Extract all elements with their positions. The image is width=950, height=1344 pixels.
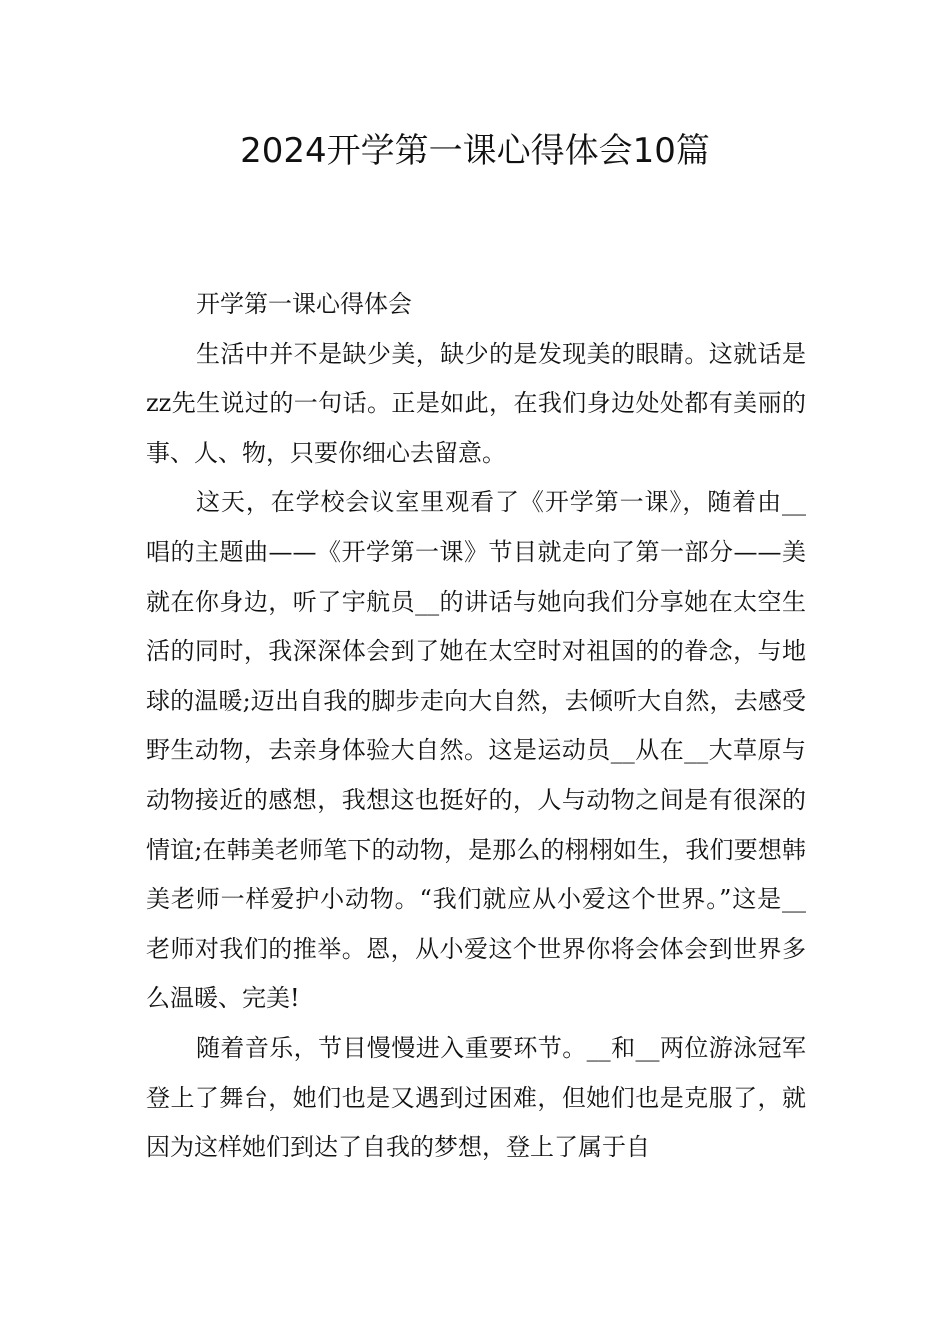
paragraph-1: 生活中并不是缺少美，缺少的是发现美的眼睛。这就话是zz先生说过的一句话。正是如此，在我们身边处处都有美丽的事、人、物，只要你细心去留意。 [146,339,806,467]
document-title: 2024开学第一课心得体会10篇 [240,131,710,171]
paragraph-2: 这天，在学校会议室里观看了《开学第一课》，随着由__唱的主题曲——《开学第一课》节目就走向了第一部分——美就在你身边，听了宇航员__的讲话与她向我们分享她在太空生活的同时，我深深体会到了她在太空时对祖国的的眷念，与地球的温暖;迈出自我的脚步走向大自然，去倾听大自然，去感受野生动物，去亲身体验大自然。这是运动员__从在__大草原与动物接近的感想，我想这也挺好的，人与动物之间是有很深的情谊;在韩美老师笔下的动物，是那么的栩栩如生，我们要想韩美老师一样爱护小动物。“我们就应从小爱这个世界。”这是__老师对我们的推举。恩，从小爱这个世界你将会体会到世界多么温暖、完美! [146,488,806,1013]
document-body [146,280,806,1173]
paragraph-3: 随着音乐，节目慢慢进入重要环节。__和__两位游泳冠军登上了舞台，她们也是又遇到过困难，但她们也是克服了，就因为这样她们到达了自我的梦想，登上了属于自 [146,1033,806,1162]
section-heading: 开学第一课心得体会 [196,290,412,318]
